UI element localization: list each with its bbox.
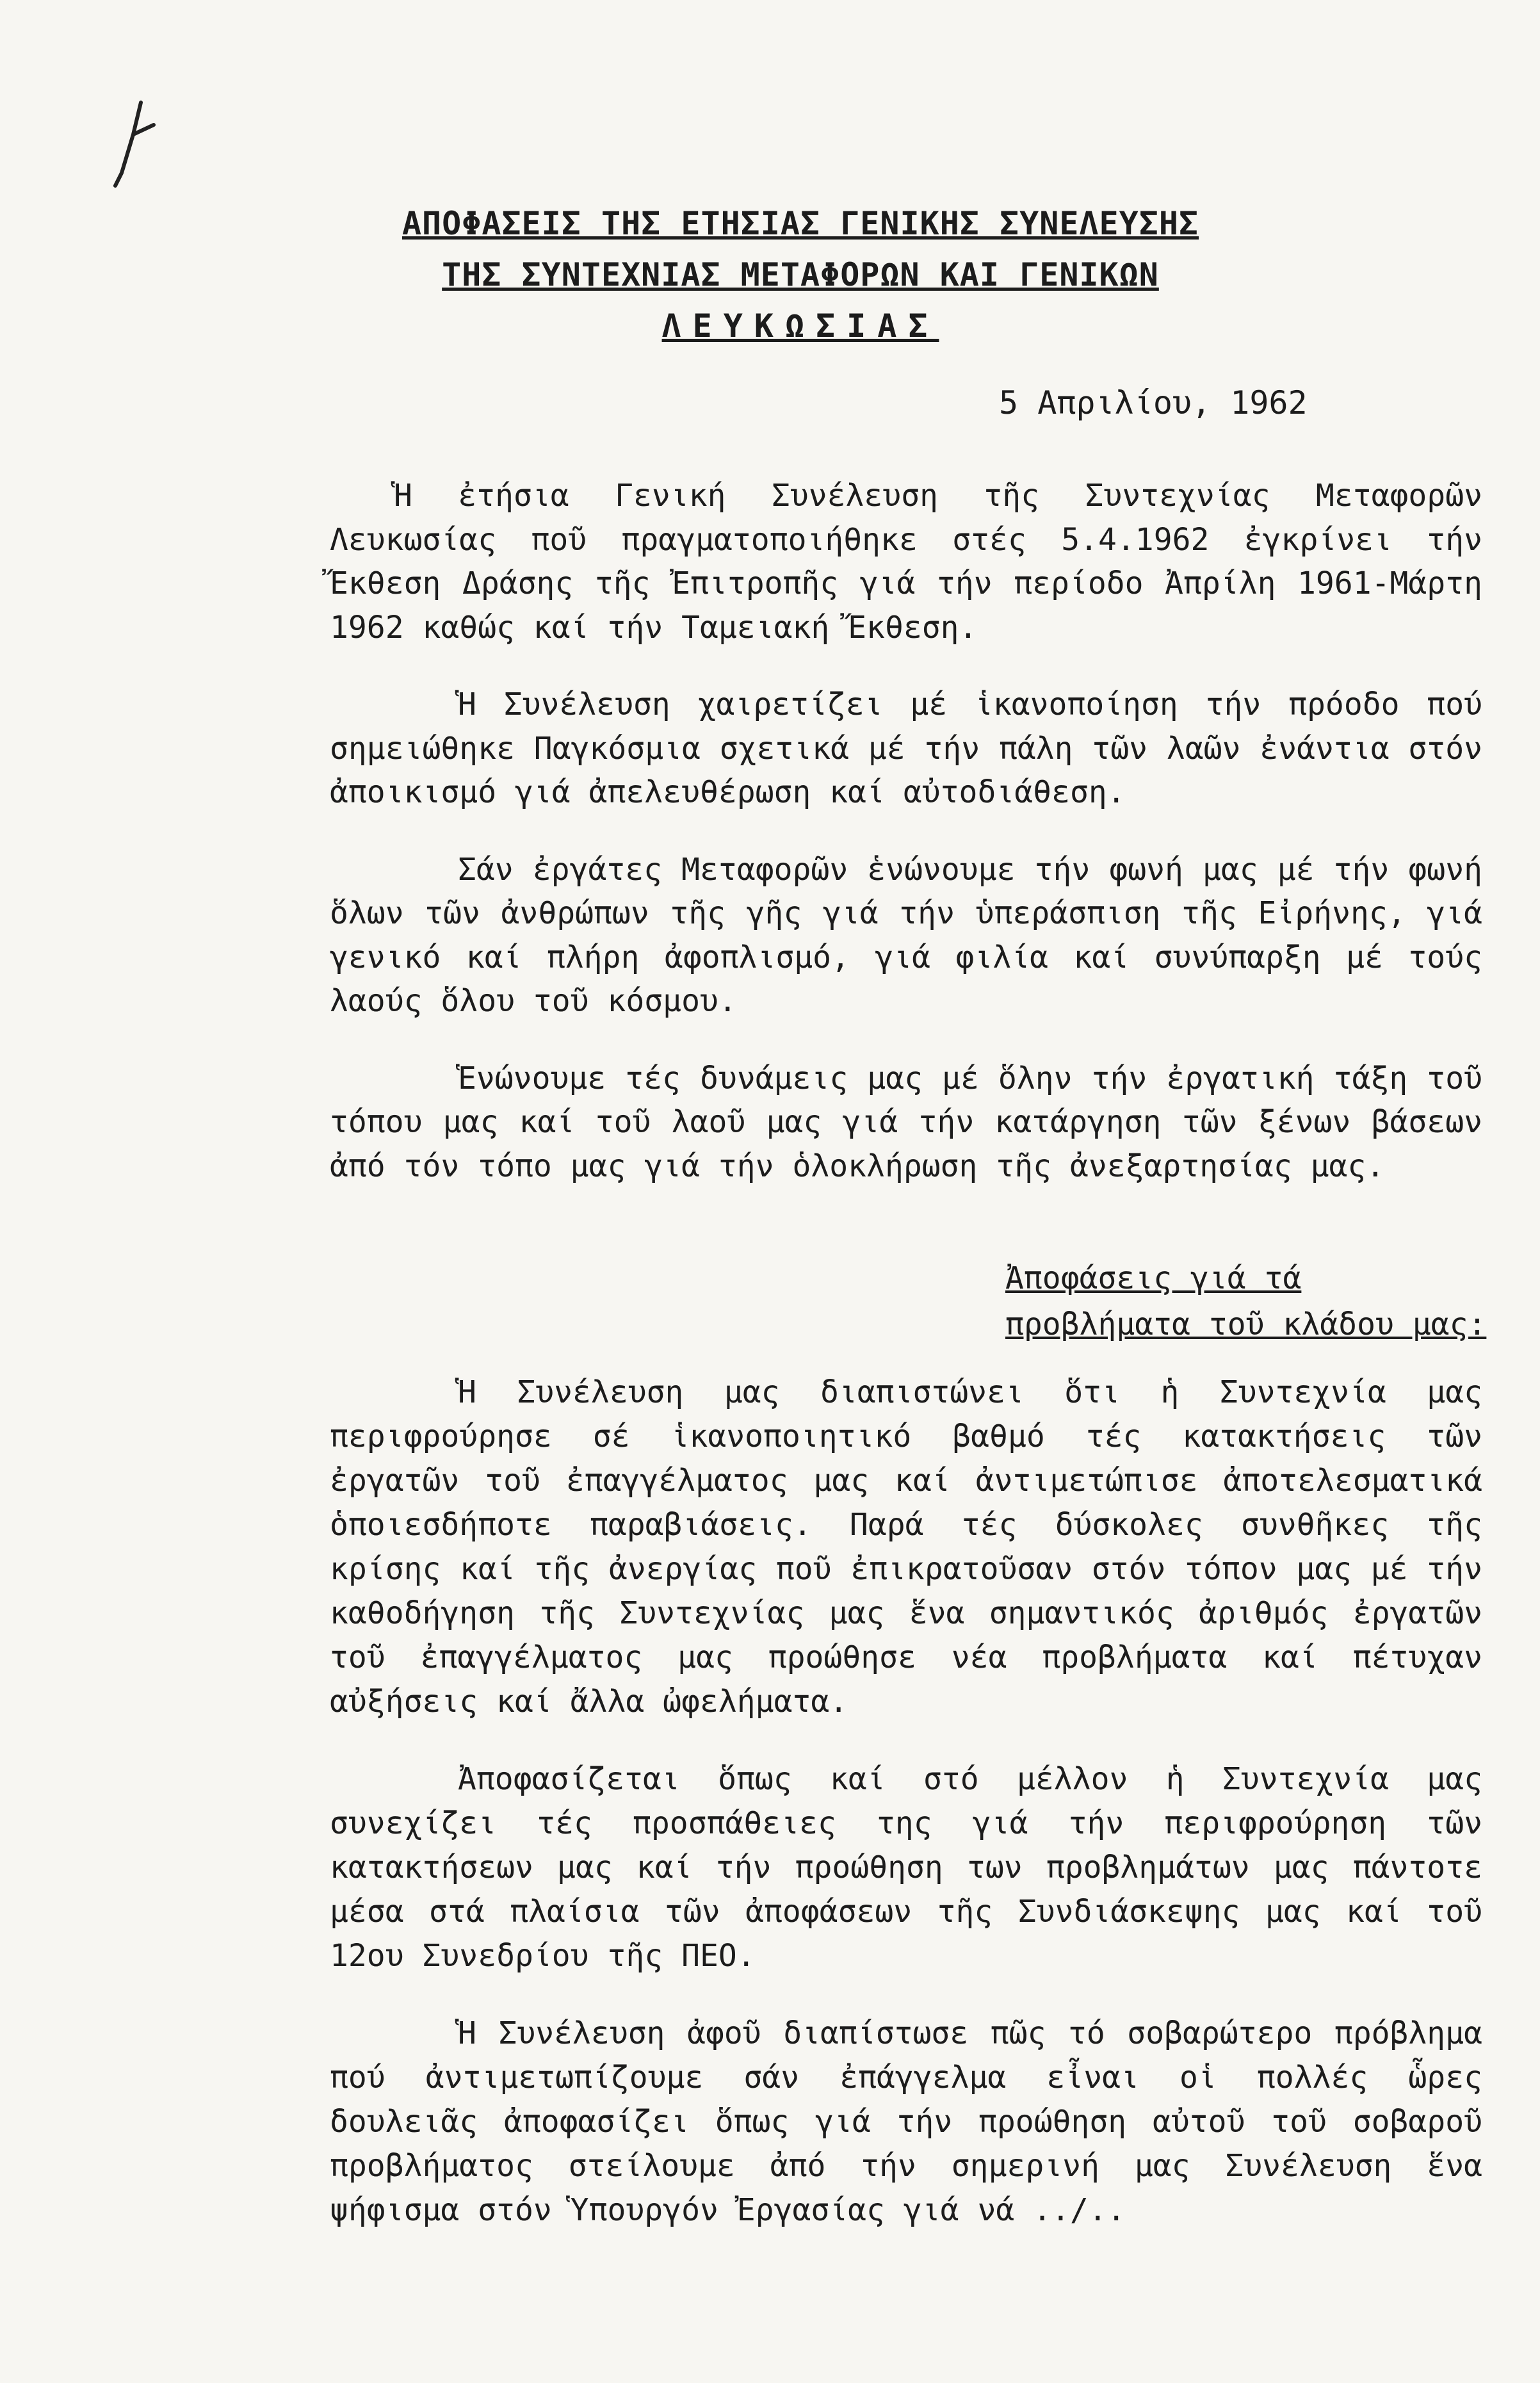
document-date: 5 Απριλίου, 1962: [999, 384, 1308, 421]
continuation-mark: ../..: [1033, 2192, 1126, 2228]
heading-line-1: ΑΠΟΦΑΣΕΙΣ ΤΗΣ ΕΤΗΣΙΑΣ ΓΕΝΙΚΗΣ ΣΥΝΕΛΕΥΣΗΣ: [401, 205, 1199, 242]
pen-mark: [96, 96, 173, 192]
section-subheading: Ἀποφάσεις γιά τά προβλήματα τοῦ κλάδου μας:: [1005, 1260, 1487, 1342]
paragraph: Σάν ἐργάτες Μεταφορῶν ἑνώνουμε τήν φωνή μας μέ τήν φωνή ὅλων τῶν ἀνθρώπων τῆς γῆς γιά τήν ὑπεράσπιση τῆς Εἰρήνης, γιά γενικό καί πλήρη ἀφοπλισμό, γιά φιλία καί συνύπαρξη μέ τούς λαούς ὅλου τοῦ κόσμου.: [330, 851, 1482, 1019]
paragraph: Ἡ Συνέλευση μας διαπιστώνει ὅτι ἡ Συντεχνία μας περιφρούρησε σέ ἱκανοποιητικό βαθμό τές κατακτήσεις τῶν ἐργατῶν τοῦ ἐπαγγέλματος μας καί ἀντιμετώπισε ἀποτελεσματικά ὁποιεσδήποτε παραβιάσεις. Παρά τές δύσκολες συνθῆκες τῆς κρίσης καί τῆς ἀνεργίας ποῦ ἐπικρατοῦσαν στόν τόπον μας μέ τήν καθοδήγηση τῆς Συντεχνίας μας ἕνα σημαντικός ἀριθμός ἐργατῶν τοῦ ἐπαγγέλματος μας προώθησε νέα προβλήματα καί πέτυχαν αὐξήσεις καί ἄλλα ὠφελήματα.: [330, 1374, 1482, 1720]
paragraph: Ἑνώνουμε τές δυνάμεις μας μέ ὅλην τήν ἐργατική τάξη τοῦ τόπου μας καί τοῦ λαοῦ μας γιά τήν κατάργηση τῶν ξένων βάσεων ἀπό τόν τόπο μας γιά τήν ὁλοκλήρωση τῆς ἀνεξαρτησίας μας.: [330, 1060, 1482, 1184]
paragraph: Ἡ ἐτήσια Γενική Συνέλευση τῆς Συντεχνίας Μεταφορῶν Λευκωσίας ποῦ πραγματοποιήθηκε στές 5.4.1962 ἐγκρίνει τήν Ἔκθεση Δράσης τῆς Ἐπιτροπῆς γιά τήν περίοδο Ἀπρίλη 1961-Μάρτη 1962 καθώς καί τήν Ταμειακή Ἔκθεση.: [330, 478, 1482, 646]
resolutions-body: [330, 474, 1482, 1188]
heading-line-2: ΤΗΣ ΣΥΝΤΕΧΝΙΑΣ ΜΕΤΑΦΟΡΩΝ ΚΑΙ ΓΕΝΙΚΩΝ: [442, 256, 1159, 293]
paragraph: [330, 2012, 1482, 2233]
heading-line-3: ΛΕΥΚΩΣΙΑΣ: [661, 307, 939, 345]
paragraph-text: Ἡ Συνέλευση ἀφοῦ διαπίστωσε πῶς τό σοβαρώτερο πρόβλημα πού ἀντιμετωπίζουμε σάν ἐπάγγελμα εἶναι οἱ πολλές ὧρες δουλειᾶς ἀποφασίζει ὅπως γιά τήν προώθηση αὐτοῦ τοῦ σοβαροῦ προβλήματος στείλουμε ἀπό τήν σημερινή μας Συνέλευση ἕνα ψήφισμα στόν Ὑπουργόν Ἐργασίας γιά νά: [330, 2015, 1482, 2228]
section-body: [330, 1370, 1482, 2233]
paragraph: Ἀποφασίζεται ὅπως καί στό μέλλον ἡ Συντεχνία μας συνεχίζει τές προσπάθειες της γιά τήν περιφρούρηση τῶν κατακτήσεων μας καί τήν προώθηση των προβλημάτων μας πάντοτε μέσα στά πλαίσια τῶν ἀποφάσεων τῆς Συνδιάσκεψης μας καί τοῦ 12ου Συνεδρίου τῆς ΠΕΟ.: [330, 1761, 1482, 1974]
paragraph: Ἡ Συνέλευση χαιρετίζει μέ ἱκανοποίηση τήν πρόοδο πού σημειώθηκε Παγκόσμια σχετικά μέ τήν πάλη τῶν λαῶν ἐνάντια στόν ἀποικισμό γιά ἀπελευθέρωση καί αὐτοδιάθεση.: [330, 687, 1482, 810]
